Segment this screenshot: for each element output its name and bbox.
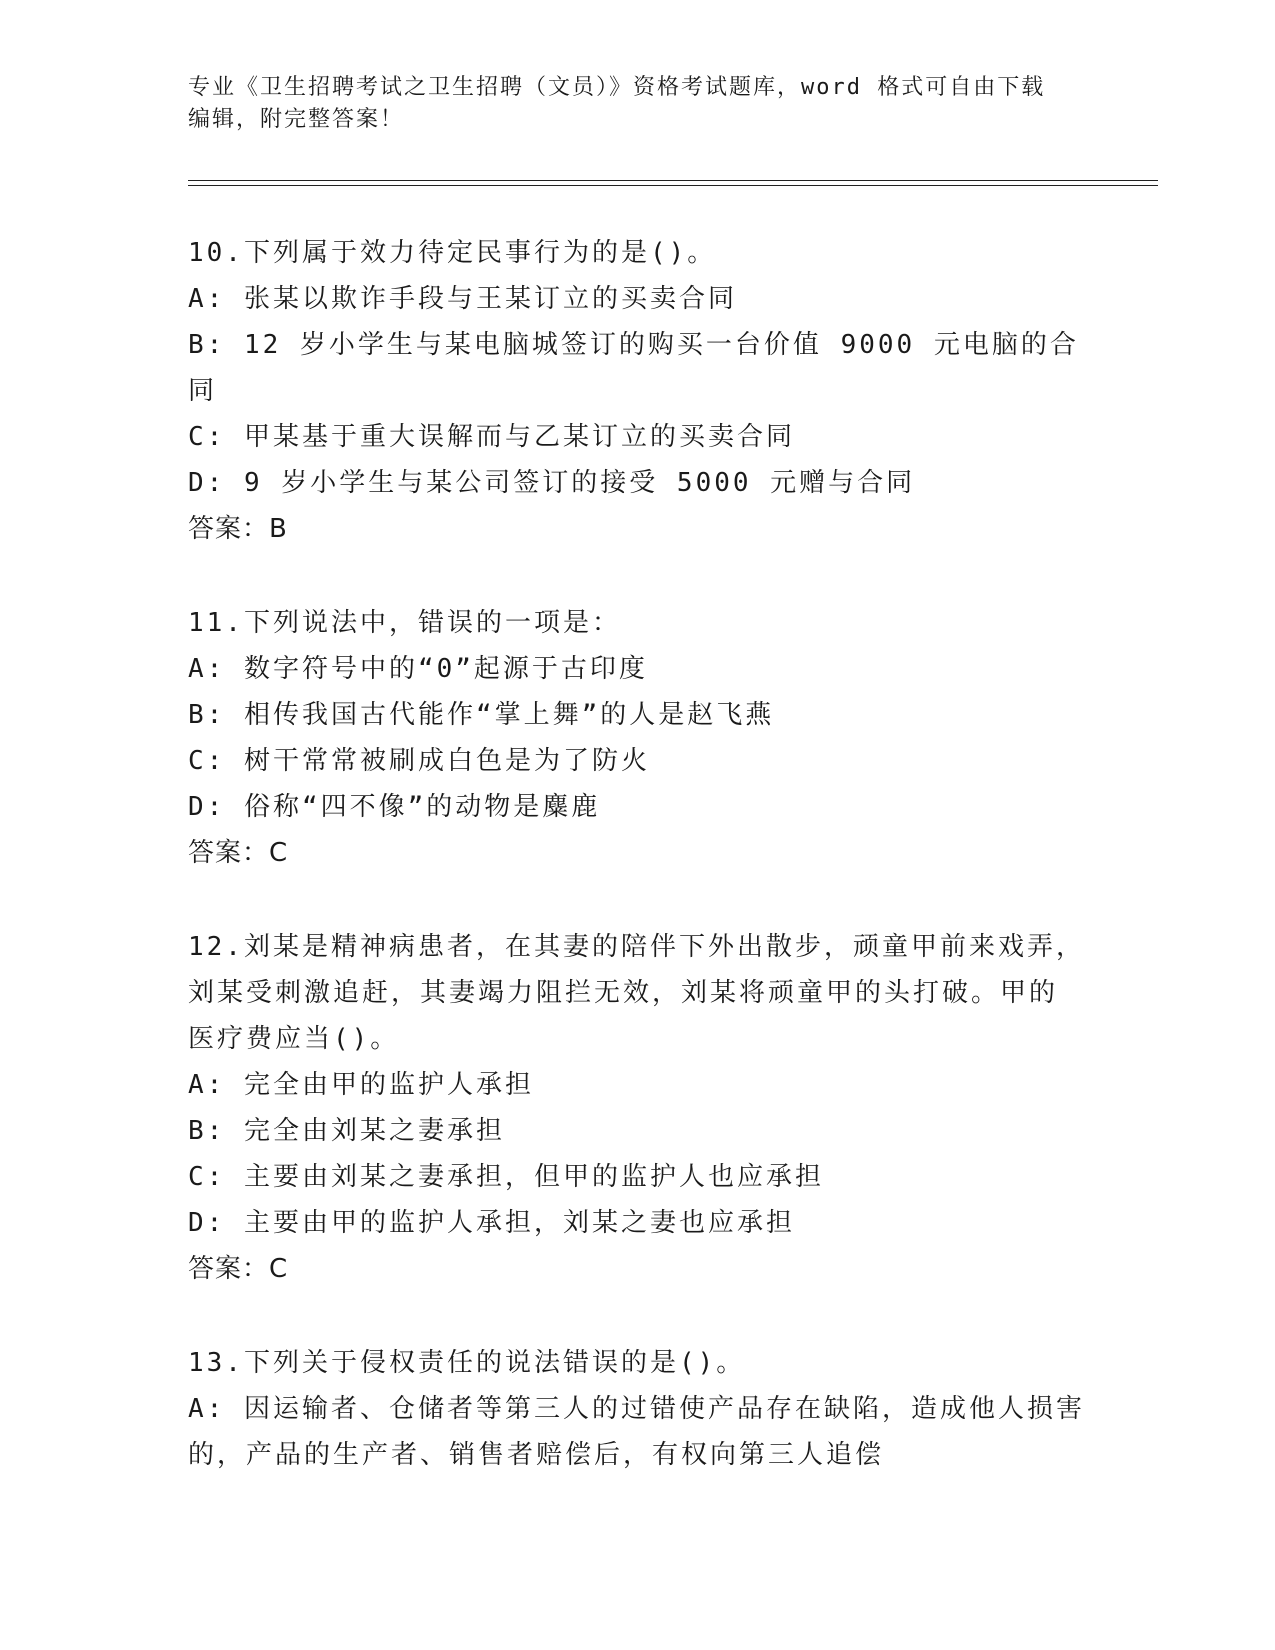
option-a: A: 数字符号中的“0”起源于古印度 <box>188 654 648 684</box>
option-b: B: 完全由刘某之妻承担 <box>188 1116 505 1146</box>
option-a-line-2: 的，产品的生产者、销售者赔偿后，有权向第三人追偿 <box>188 1440 885 1470</box>
header-divider-top <box>188 180 1158 181</box>
question-10 <box>188 230 1088 552</box>
option-d: D: 9 岁小学生与某公司签订的接受 5000 元赠与合同 <box>188 468 916 498</box>
answer-label: 答案：B <box>188 514 288 544</box>
question-13 <box>188 1340 1088 1478</box>
option-c: C: 主要由刘某之妻承担，但甲的监护人也应承担 <box>188 1162 824 1192</box>
question-stem-line-1: 12.刘某是精神病患者，在其妻的陪伴下外出散步，顽童甲前来戏弄， <box>188 932 1085 962</box>
question-stem-line-3: 医疗费应当()。 <box>188 1024 400 1054</box>
option-d: D: 主要由甲的监护人承担，刘某之妻也应承担 <box>188 1208 795 1238</box>
question-stem: 11.下列说法中，错误的一项是： <box>188 608 621 638</box>
answer-label: 答案：C <box>188 1254 289 1284</box>
option-a-line-1: A: 因运输者、仓储者等第三人的过错使产品存在缺陷，造成他人损害 <box>188 1394 1085 1424</box>
question-11 <box>188 600 1088 876</box>
option-a: A: 完全由甲的监护人承担 <box>188 1070 534 1100</box>
header-line-1: 专业《卫生招聘考试之卫生招聘（文员）》资格考试题库，word 格式可自由下载 <box>188 75 1046 100</box>
option-d: D: 俗称“四不像”的动物是麋鹿 <box>188 792 601 822</box>
option-c: C: 甲某基于重大误解而与乙某订立的买卖合同 <box>188 422 795 452</box>
question-stem: 10.下列属于效力待定民事行为的是()。 <box>188 238 717 268</box>
question-stem: 13.下列关于侵权责任的说法错误的是()。 <box>188 1348 746 1378</box>
option-a: A: 张某以欺诈手段与王某订立的买卖合同 <box>188 284 737 314</box>
answer-label: 答案：C <box>188 838 289 868</box>
option-b: B: 12 岁小学生与某电脑城签订的购买一台价值 9000 元电脑的合同 <box>188 330 1079 406</box>
document-header <box>188 72 1088 136</box>
question-list <box>188 230 1088 1526</box>
option-c: C: 树干常常被刷成白色是为了防火 <box>188 746 650 776</box>
header-divider-bottom <box>188 185 1158 186</box>
question-12 <box>188 924 1088 1292</box>
header-line-2: 编辑，附完整答案！ <box>188 107 405 132</box>
question-stem-line-2: 刘某受刺激追赶，其妻竭力阻拦无效，刘某将顽童甲的头打破。甲的 <box>188 978 1059 1008</box>
option-b: B: 相传我国古代能作“掌上舞”的人是赵飞燕 <box>188 700 775 730</box>
